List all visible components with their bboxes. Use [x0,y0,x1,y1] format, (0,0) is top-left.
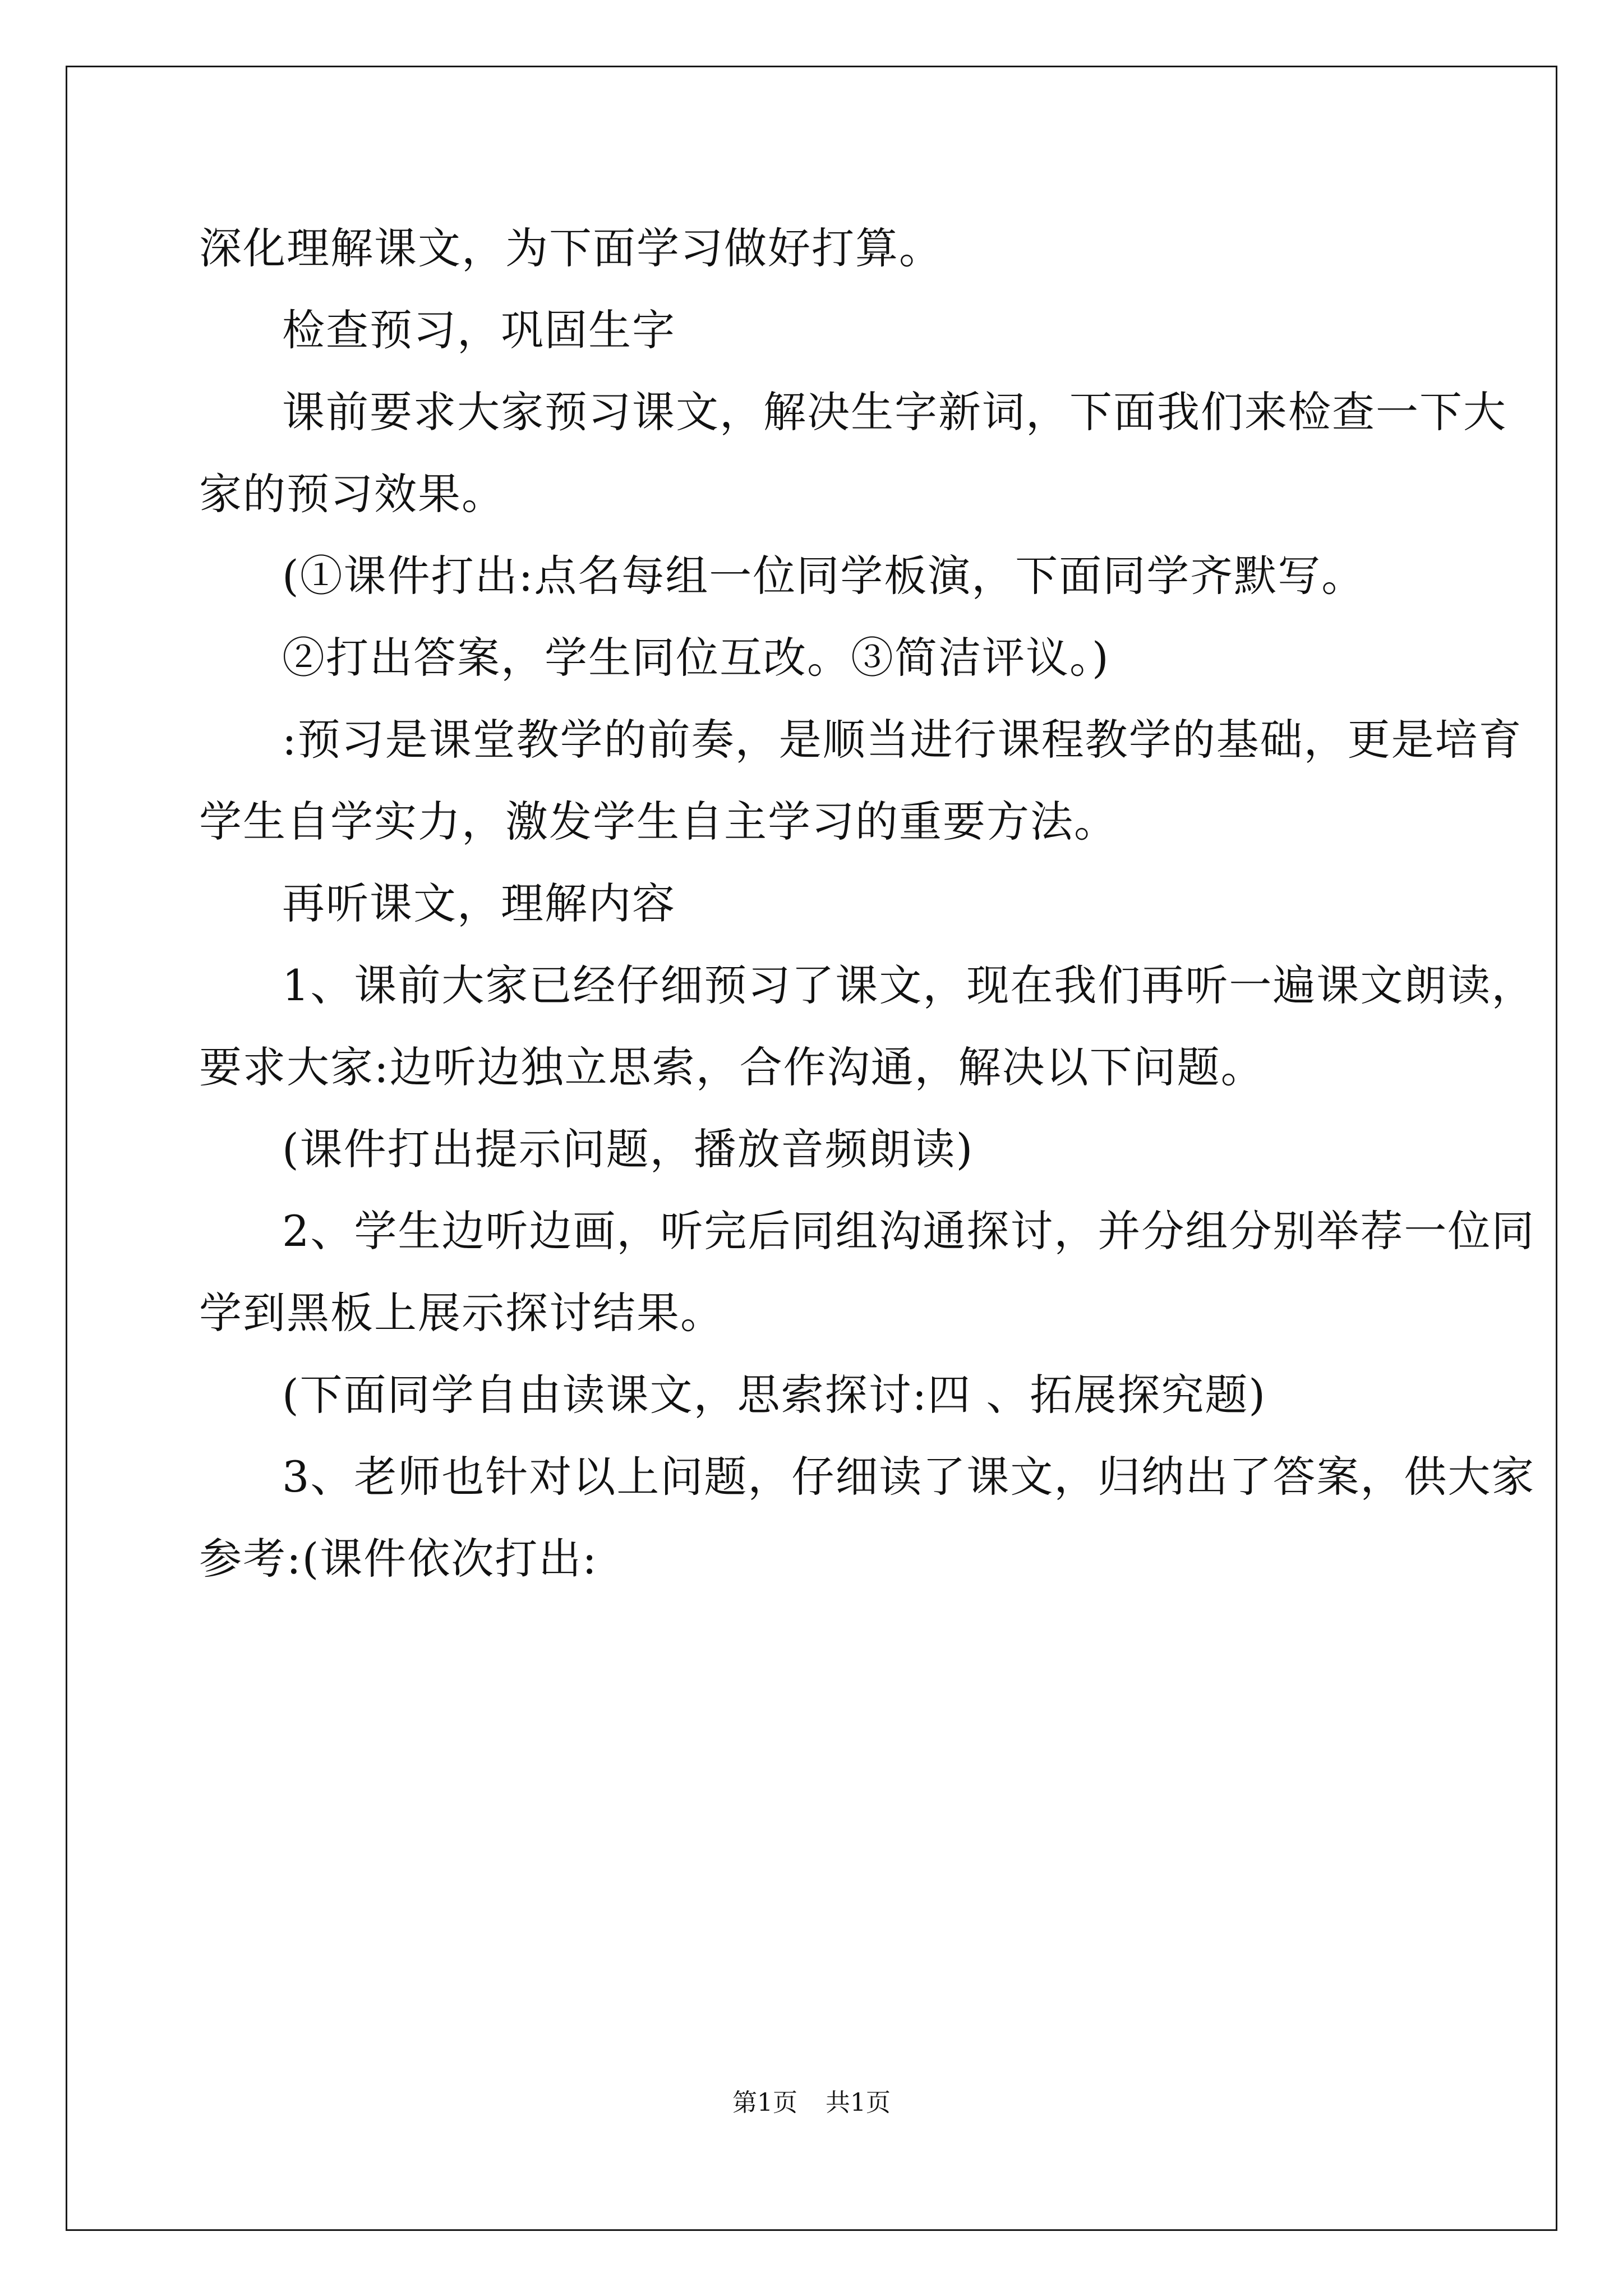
paragraph-line: :预习是课堂教学的前奏，是顺当进行课程教学的基础，更是培育 [282,715,1523,765]
paragraph-line: (①课件打出:点名每组一位同学板演，下面同学齐默写。 [282,551,1366,601]
paragraph-line: ②打出答案，学生同位互改。③简洁评议。) [282,633,1110,683]
paragraph-line: 家的预习效果。 [199,469,505,519]
paragraph-line: 学到黑板上展示探讨结果。 [199,1288,724,1338]
page-total: 共1页 [826,2088,891,2117]
paragraph-line: 深化理解课文，为下面学习做好打算。 [199,223,943,273]
document-body [199,208,1536,1600]
paragraph-line: 学生自学实力，激发学生自主学习的重要方法。 [199,797,1118,846]
paragraph-line: (下面同学自由读课文，思索探讨:四 、拓展探究题) [282,1370,1267,1420]
paragraph-line: 课前要求大家预习课文，解决生字新词，下面我们来检查一下大 [282,387,1507,437]
paragraph-line: 3、老师也针对以上问题，仔细读了课文，归纳出了答案，供大家 [282,1452,1536,1502]
paragraph-line: 要求大家:边听边独立思索，合作沟通，解决以下问题。 [199,1042,1265,1092]
paragraph-line: 1、课前大家已经仔细预习了课文，现在我们再听一遍课文朗读， [282,960,1536,1010]
paragraph-line: 再听课文，理解内容 [282,878,676,928]
page-footer [0,2082,1623,2118]
paragraph-line: 检查预习，巩固生字 [282,305,676,355]
paragraph-line: (课件打出提示问题，播放音频朗读) [282,1124,974,1174]
page-number: 第1页 [732,2088,797,2117]
paragraph-line: 参考:(课件依次打出: [199,1534,598,1584]
paragraph-line: 2、学生边听边画，听完后同组沟通探讨，并分组分别举荐一位同 [282,1206,1536,1256]
